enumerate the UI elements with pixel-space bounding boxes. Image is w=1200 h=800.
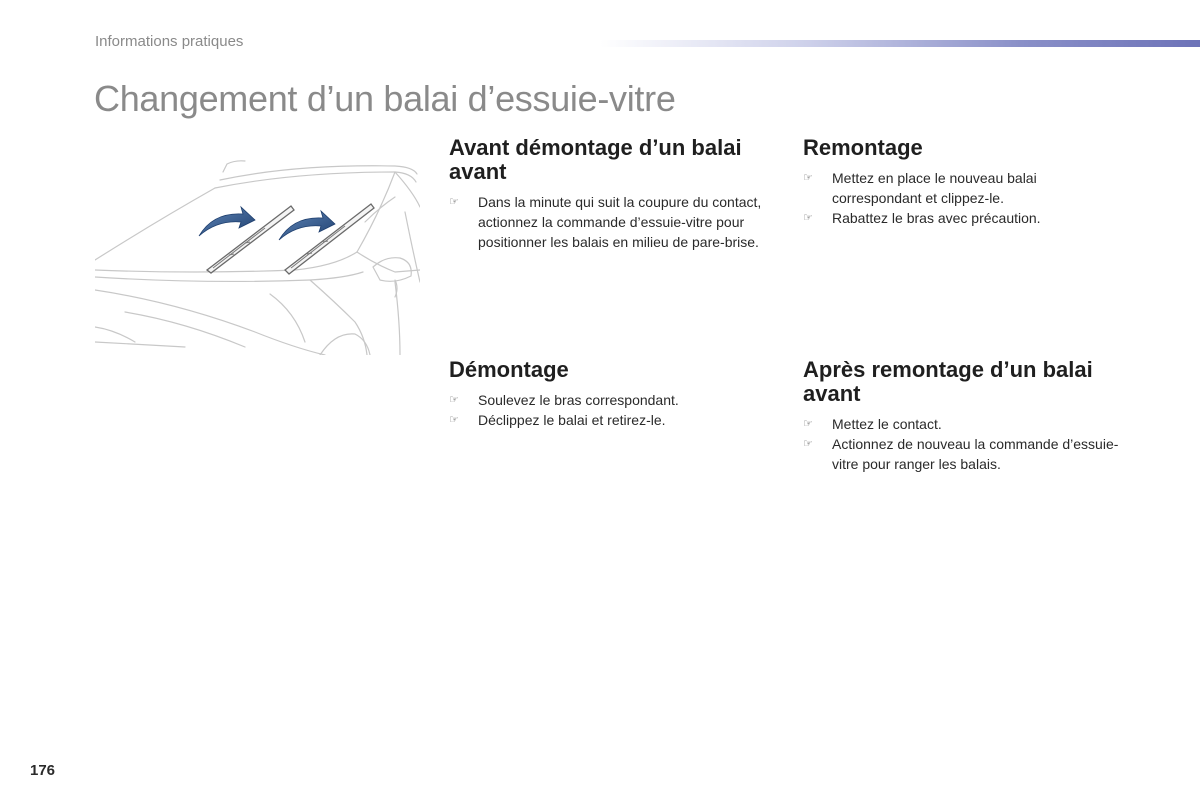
list-item: ☞ Rabattez le bras avec précaution. (803, 210, 1041, 226)
list-item: ☞ Actionnez de nouveau la commande d’essuie-vitre pour ranger les balais. (803, 436, 1119, 472)
section-title: Remontage (803, 135, 923, 160)
page-title: Changement d’un balai d’essuie-vitre (94, 78, 676, 119)
pointing-hand-icon: ☞ (449, 394, 459, 406)
section-demontage (449, 358, 774, 430)
section-avant-demontage (449, 136, 774, 252)
pointing-hand-icon: ☞ (803, 418, 813, 430)
header-accent-bar (600, 40, 1200, 47)
instruction-list (803, 414, 1128, 474)
windshield-wiper-illustration (95, 152, 420, 355)
instruction-list (449, 192, 774, 252)
section-title: Avant démontage d’un balai avant (449, 135, 742, 184)
pointing-hand-icon: ☞ (803, 438, 813, 450)
pointing-hand-icon: ☞ (449, 414, 459, 426)
list-item: ☞ Dans la minute qui suit la coupure du contact, actionnez la commande d’essuie-vitre pour positionner les balais en milieu de pare-brise. (449, 194, 762, 250)
list-item: ☞ Mettez en place le nouveau balai correspondant et clippez-le. (803, 170, 1037, 206)
instruction-list (449, 390, 774, 430)
instruction-list (803, 168, 1103, 228)
section-title: Démontage (449, 357, 569, 382)
pointing-hand-icon: ☞ (803, 172, 813, 184)
pointing-hand-icon: ☞ (449, 196, 459, 208)
section-label: Informations pratiques (95, 33, 244, 50)
list-item: ☞ Mettez le contact. (803, 416, 942, 432)
arrow-icon (199, 207, 255, 236)
list-item: ☞ Déclippez le balai et retirez-le. (449, 412, 666, 428)
list-item: ☞ Soulevez le bras correspondant. (449, 392, 679, 408)
section-remontage (803, 136, 1103, 228)
pointing-hand-icon: ☞ (803, 212, 813, 224)
page-number: 176 (30, 762, 56, 779)
section-apres-remontage (803, 358, 1128, 474)
section-title: Après remontage d’un balai avant (803, 357, 1093, 406)
